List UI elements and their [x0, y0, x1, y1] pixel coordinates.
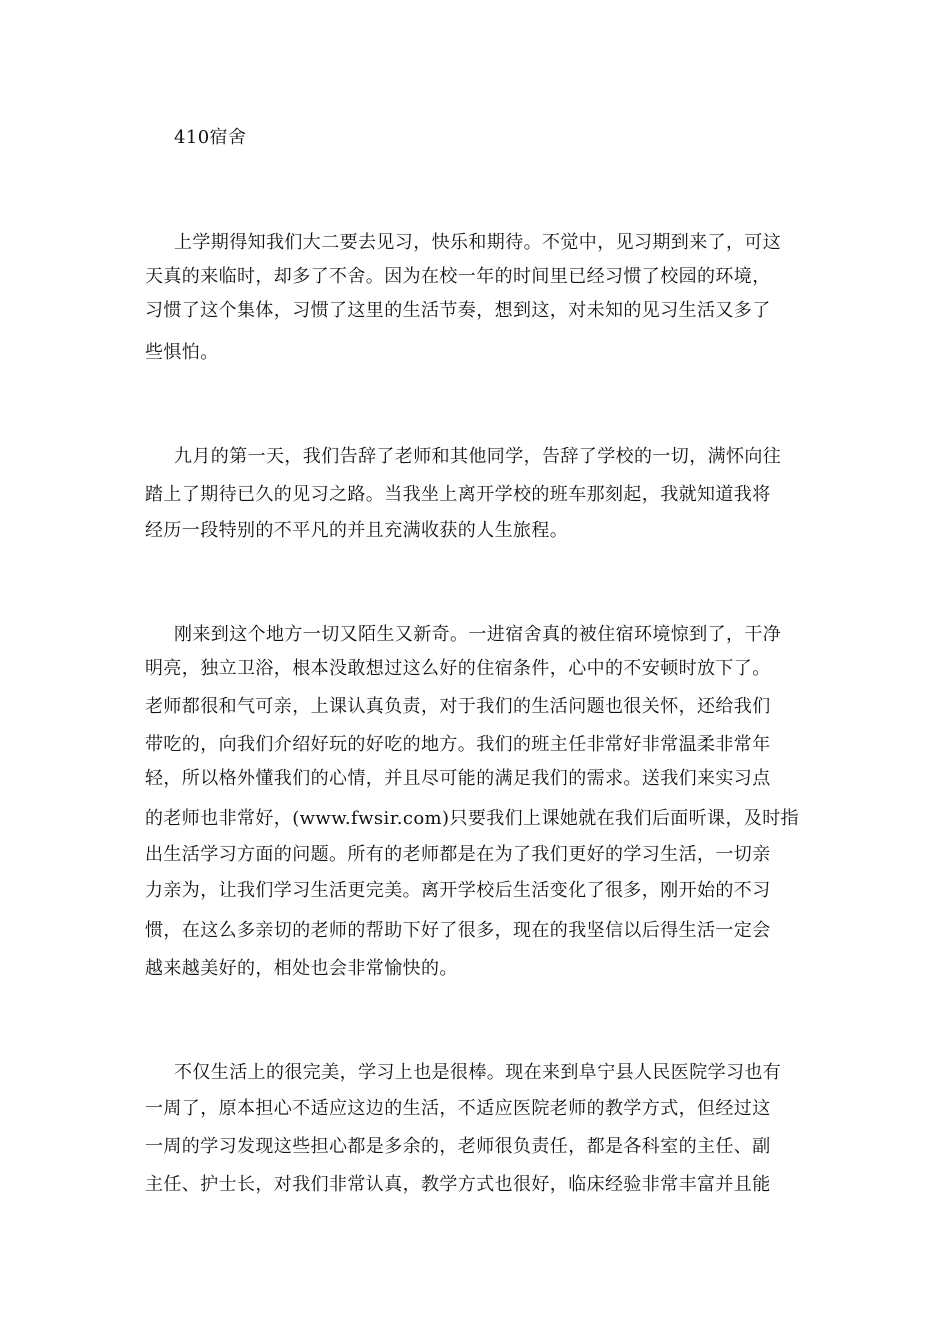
paragraph-3-line-2: 明亮，独立卫浴，根本没敢想过这么好的住宿条件，心中的不安顿时放下了。: [145, 658, 771, 679]
paragraph-4-line-1: 不仅生活上的很完美，学习上也是很棒。现在来到阜宁县人民医院学习也有: [174, 1062, 782, 1083]
paragraph-3-line-9: 惯，在这么多亲切的老师的帮助下好了很多，现在的我坚信以后得生活一定会: [145, 920, 771, 941]
paragraph-4-line-2: 一周了，原本担心不适应这边的生活，不适应医院老师的教学方式，但经过这: [145, 1098, 771, 1119]
paragraph-4-line-4: 主任、护士长，对我们非常认真，教学方式也很好，临床经验非常丰富并且能: [145, 1174, 771, 1195]
paragraph-3-line-8: 力亲为，让我们学习生活更完美。离开学校后生活变化了很多，刚开始的不习: [145, 880, 771, 901]
paragraph-3-line-10: 越来越美好的，相处也会非常愉快的。: [145, 958, 458, 979]
paragraph-3-line-3: 老师都很和气可亲，上课认真负责，对于我们的生活问题也很关怀，还给我们: [145, 696, 771, 717]
paragraph-3-line-7: 出生活学习方面的问题。所有的老师都是在为了我们更好的学习生活，一切亲: [145, 844, 771, 865]
document-heading: 410宿舍: [174, 127, 247, 148]
paragraph-3-line-1: 刚来到这个地方一切又陌生又新奇。一进宿舍真的被住宿环境惊到了，干净: [174, 624, 782, 645]
paragraph-3-line-6: 的老师也非常好，(www.fwsir.com)只要我们上课她就在我们后面听课，及时指: [145, 808, 800, 829]
paragraph-1-line-1: 上学期得知我们大二要去见习，快乐和期待。不觉中，见习期到来了，可这: [174, 232, 782, 253]
paragraph-2-line-3: 经历一段特别的不平凡的并且充满收获的人生旅程。: [145, 520, 569, 541]
paragraph-1-line-2: 天真的来临时，却多了不舍。因为在校一年的时间里已经习惯了校园的环境，: [145, 266, 771, 287]
paragraph-3-line-5: 轻，所以格外懂我们的心情，并且尽可能的满足我们的需求。送我们来实习点: [145, 768, 771, 789]
paragraph-2-line-1: 九月的第一天，我们告辞了老师和其他同学，告辞了学校的一切，满怀向往: [174, 446, 782, 467]
paragraph-1-line-3: 习惯了这个集体，习惯了这里的生活节奏，想到这，对未知的见习生活又多了: [145, 300, 771, 321]
paragraph-2-line-2: 踏上了期待已久的见习之路。当我坐上离开学校的班车那刻起，我就知道我将: [145, 484, 771, 505]
paragraph-4-line-3: 一周的学习发现这些担心都是多余的，老师很负责任，都是各科室的主任、副: [145, 1136, 771, 1157]
paragraph-3-line-4: 带吃的，向我们介绍好玩的好吃的地方。我们的班主任非常好非常温柔非常年: [145, 734, 771, 755]
paragraph-1-line-4: 些惧怕。: [145, 342, 219, 363]
